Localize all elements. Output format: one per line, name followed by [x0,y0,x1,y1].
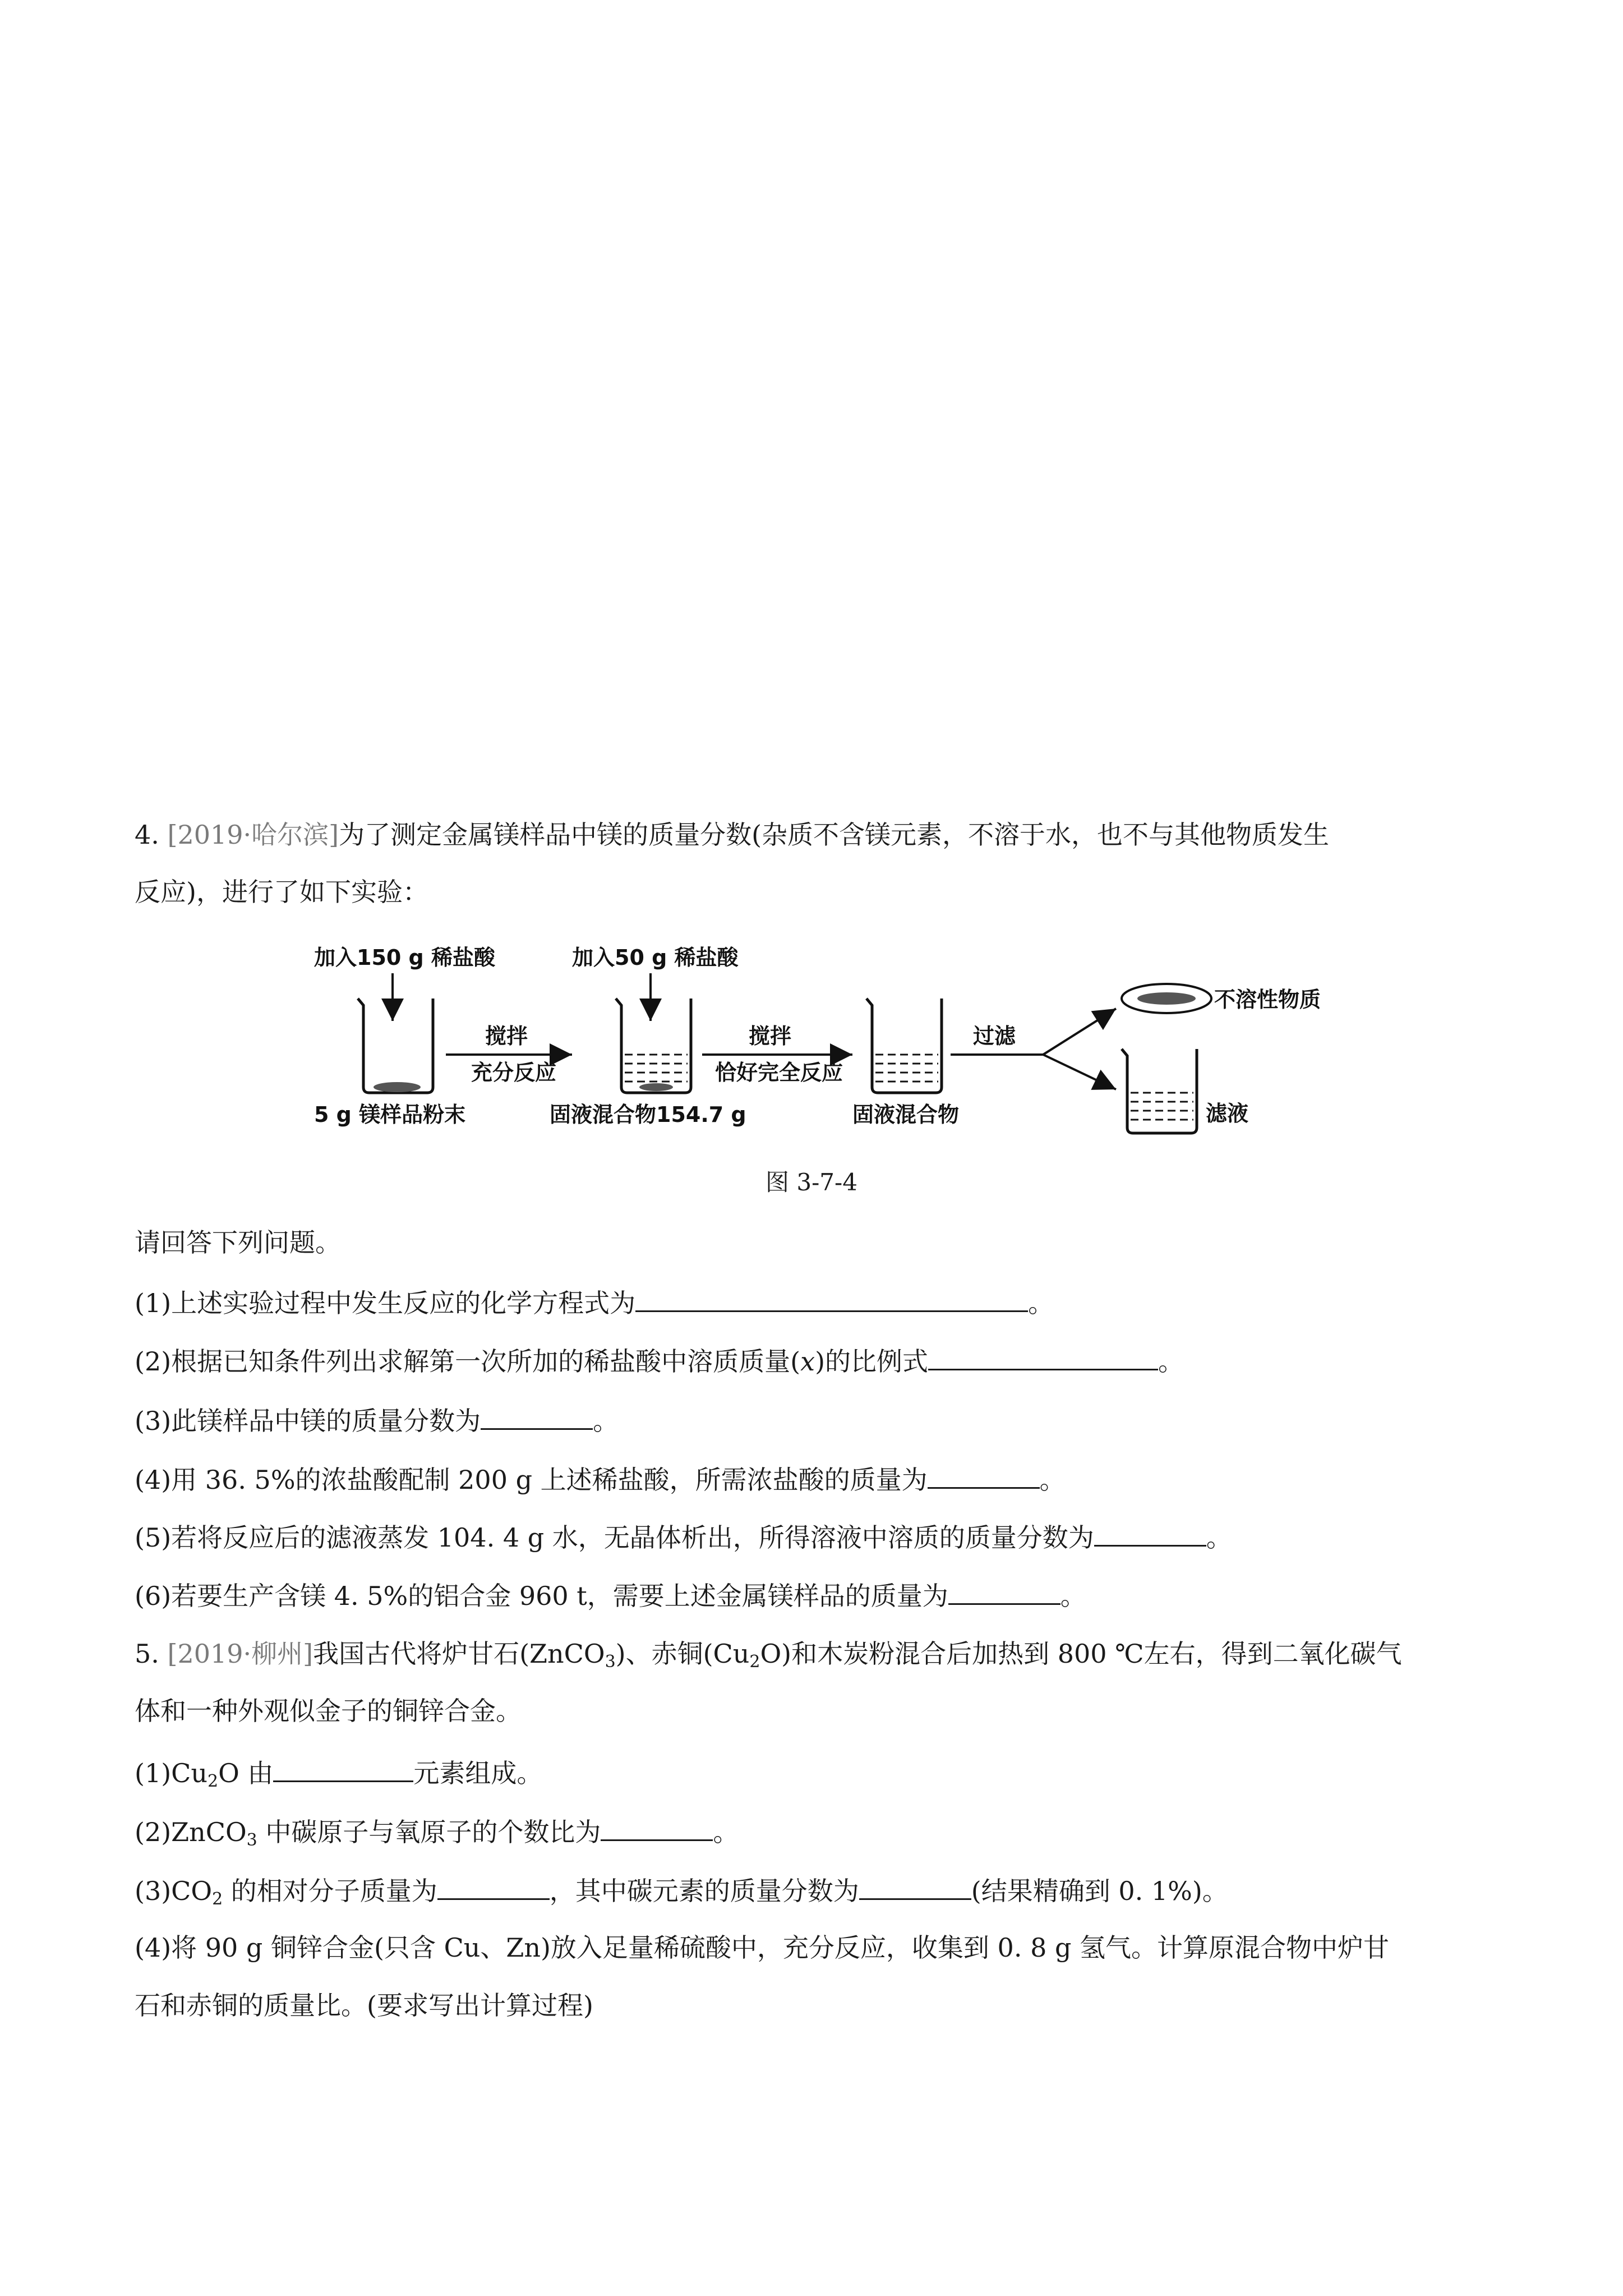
experiment-diagram [280,942,1321,1144]
q4-part1-text: (1)上述实验过程中发生反应的化学方程式为 [135,1288,636,1318]
period: 。 [593,1406,619,1436]
q4-part1 [135,1285,1054,1320]
q5-part3 [135,1872,1228,1908]
add-hcl-150-label: 加入150 g 稀盐酸 [314,945,495,970]
answer-blank[interactable] [601,1814,713,1841]
filter-label: 过滤 [973,1024,1016,1048]
q5-stem-line2: 体和一种外观似金子的铜锌合金。 [135,1696,522,1726]
q4-stem-line1 [135,818,1329,852]
beaker-1 [358,999,433,1093]
subscript: 3 [605,1652,616,1672]
subscript: 2 [207,1772,219,1791]
react-label-2: 恰好完全反应 [715,1060,843,1085]
insoluble-dish [1122,984,1211,1013]
q5-part2 [135,1814,739,1849]
q5-source: [2019·柳州] [167,1639,313,1669]
filtrate-label: 滤液 [1206,1101,1249,1126]
stir-label-2: 搅拌 [749,1024,792,1048]
add-hcl-50-label: 加入50 g 稀盐酸 [572,945,739,970]
q5-part1-text: O 由 [218,1758,274,1788]
answer-blank[interactable] [859,1872,971,1900]
q4-number: 4. [135,820,168,850]
q5-part1 [135,1755,542,1790]
stir-label-1: 搅拌 [485,1024,528,1048]
q5-part4-line1: (4)将 90 g 铜锌合金(只含 Cu、Zn)放入足量稀硫酸中，充分反应，收集到 0. 8 g 氢气。计算原混合物中炉甘 [135,1932,1390,1963]
answer-blank[interactable] [437,1872,550,1900]
branch-arrow-insoluble [1043,1009,1116,1055]
answer-blank[interactable] [928,1343,1158,1370]
filtrate-beaker [1122,1049,1197,1133]
q5-part3-text: (结果精确到 0. 1%)。 [971,1876,1228,1906]
period: 。 [713,1817,739,1847]
answer-blank[interactable] [948,1577,1061,1605]
q4-part6-text: (6)若要生产含镁 4. 5%的铝合金 960 t，需要上述金属镁样品的质量为 [135,1581,948,1611]
q4-source: [2019·哈尔滨] [167,820,339,850]
q4-part2 [135,1343,1184,1378]
q4-part3 [135,1402,619,1438]
answer-blank[interactable] [928,1461,1040,1489]
figure-caption: 图 3-7-4 [766,1168,857,1196]
q4-prompt: 请回答下列问题。 [135,1227,341,1258]
q5-part1-text: 元素组成。 [413,1758,543,1788]
period: 。 [1206,1522,1232,1553]
q4-part5-text: (5)若将反应后的滤液蒸发 104. 4 g 水，无晶体析出，所得溶液中溶质的质量分数为 [135,1522,1094,1553]
period: 。 [1158,1346,1184,1377]
q5-part2-text: 中碳原子与氧原子的个数比为 [257,1817,601,1847]
q5-part1-text: (1)Cu [135,1758,208,1788]
q5-stem-text: O)和木炭粉混合后加热到 800 ℃左右，得到二氧化碳气 [760,1639,1402,1669]
answer-blank[interactable] [273,1755,413,1782]
q4-part4 [135,1461,1066,1497]
q5-stem-line1 [135,1637,1402,1671]
q4-part5 [135,1519,1232,1554]
period: 。 [1060,1581,1086,1611]
q4-part4-text: (4)用 36. 5%的浓盐酸配制 200 g 上述稀盐酸，所需浓盐酸的质量为 [135,1465,928,1495]
q4-stem: 为了测定金属镁样品中镁的质量分数(杂质不含镁元素，不溶于水，也不与其他物质发生 [339,820,1330,850]
react-label-1: 充分反应 [471,1060,557,1085]
q4-part2-text-a: (2)根据已知条件列出求解第一次所加的稀盐酸中溶质质量( [135,1346,801,1377]
q5-part3-text: ，其中碳元素的质量分数为 [549,1876,859,1906]
q5-part2-text: (2)ZnCO [135,1817,247,1847]
beaker1-caption: 5 g 镁样品粉末 [314,1102,466,1127]
q5-stem-text: )、赤铜(Cu [615,1639,750,1669]
insoluble-label: 不溶性物质 [1214,987,1321,1012]
answer-blank[interactable] [1094,1519,1206,1547]
beaker-3 [866,999,942,1093]
beaker2-caption: 固液混合物154.7 g [550,1102,746,1127]
subscript: 3 [246,1830,257,1850]
q4-part2-text-b: )的比例式 [815,1346,929,1377]
q4-stem-line2: 反应)，进行了如下实验： [135,877,428,907]
powder-sample [374,1082,421,1092]
q5-part4-line2: 石和赤铜的质量比。(要求写出计算过程) [135,1990,593,2021]
answer-blank[interactable] [635,1285,1028,1312]
period: 。 [1039,1465,1066,1495]
period: 。 [1028,1288,1054,1318]
answer-blank[interactable] [481,1402,593,1430]
variable-x: x [800,1346,815,1377]
beaker-2 [616,999,691,1093]
subscript: 2 [749,1652,760,1672]
q4-part3-text: (3)此镁样品中镁的质量分数为 [135,1406,481,1436]
beaker3-caption: 固液混合物 [852,1102,960,1127]
branch-arrow-filtrate [1043,1055,1116,1089]
subscript: 2 [212,1889,223,1909]
q5-number: 5. [135,1639,168,1669]
q5-part3-text: 的相对分子质量为 [223,1876,437,1906]
q5-part3-text: (3)CO [135,1876,213,1906]
q4-part6 [135,1577,1086,1613]
q5-stem-text: 我国古代将炉甘石(ZnCO [313,1639,605,1669]
